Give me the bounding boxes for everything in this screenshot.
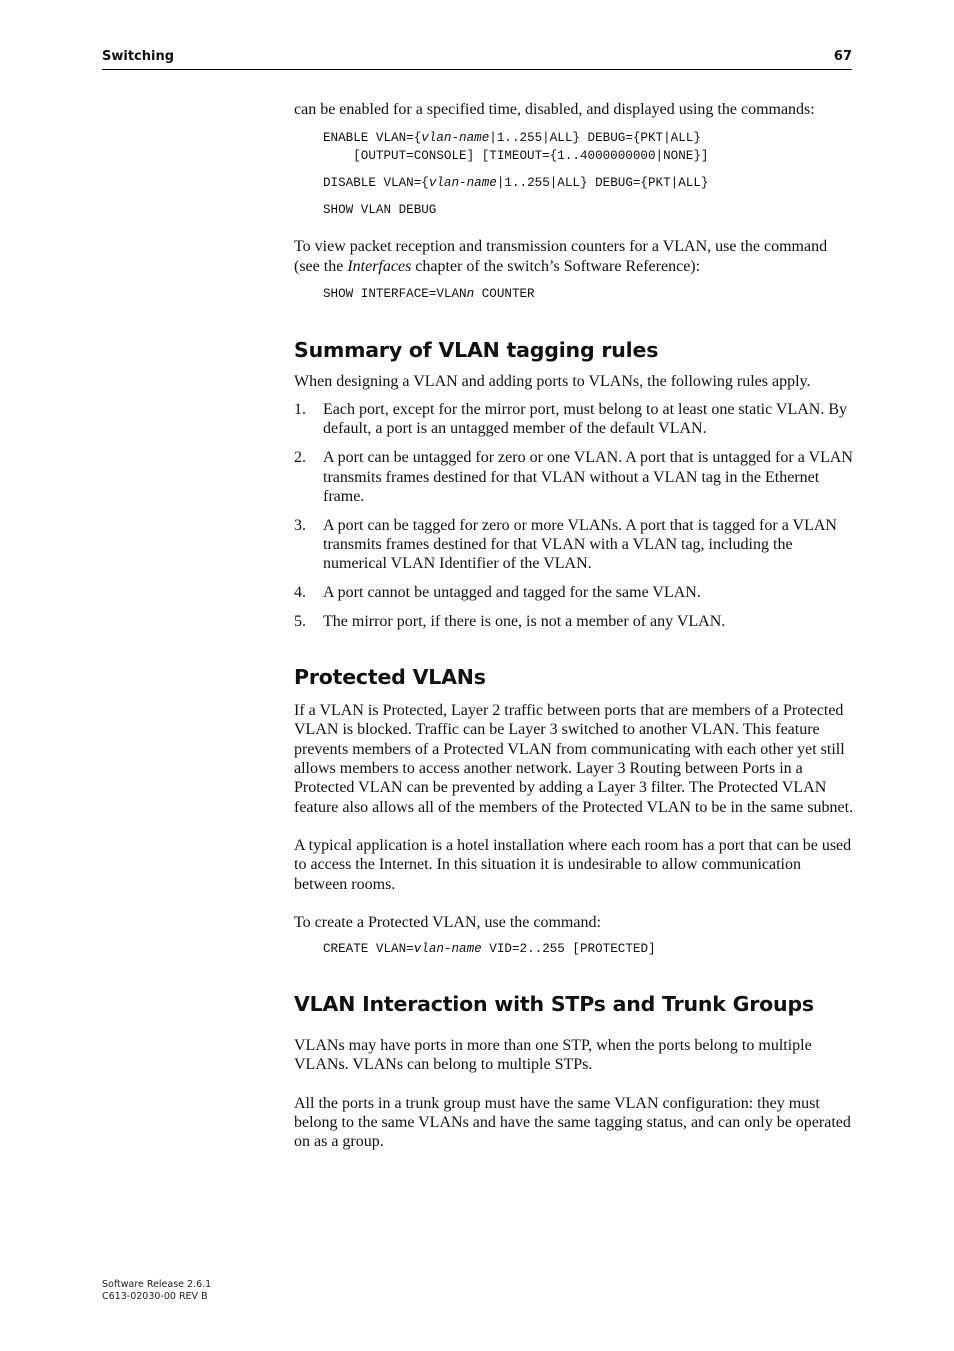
emphasis: Interfaces [347,257,412,275]
code-line: CREATE VLAN=vlan-name VID=2..255 [PROTECTED] [323,942,656,957]
list-item: 4. A port cannot be untagged and tagged for the same VLAN. [294,584,701,602]
list-item: 3. A port can be tagged for zero or more VLANs. A port that is tagged for a VLAN transmits frames destined for that VLAN with a VLAN tag, including the numerical VLAN Identifier of the VLAN. [294,516,837,573]
section-heading-interaction: VLAN Interaction with STPs and Trunk Groups [294,992,814,1017]
interaction-paragraph: All the ports in a trunk group must have the same VLAN configuration: they must belong to the same VLANs and have the same tagging status, and can only be operated on as a group. [294,1094,851,1151]
footer-release: Software Release 2.6.1 [102,1279,212,1290]
list-item: 2. A port can be untagged for zero or one VLAN. A port that is untagged for a VLAN transmits frames destined for that VLAN without a VLAN tag in the Ethernet frame. [294,449,853,505]
interaction-paragraph: VLANs may have ports in more than one STP, when the ports belong to multiple VLANs. VLANs can belong to multiple STPs. [294,1037,812,1074]
code-line: ENABLE VLAN={vlan-name|1..255|ALL} DEBUG={PKT|ALL} [323,131,701,146]
debug-command-block [294,129,854,219]
protected-paragraph: If a VLAN is Protected, Layer 2 traffic between ports that are members of a Protected VLAN is blocked. Traffic can be Layer 3 switched to another VLAN. This feature prevents members of a Protected VLAN from communicating with each other yet still allows members to access another network. Layer 3 Routing between Ports in a Protected VLAN can be prevented by adding a Layer 3 filter. The Protected VLAN feature also allows all of the members of the Protected VLAN to be in the same subnet. [294,702,854,816]
intro-paragraph: can be enabled for a specified time, disabled, and displayed using the commands: [294,101,815,118]
code-line: DISABLE VLAN={vlan-name|1..255|ALL} DEBUG={PKT|ALL} [323,176,709,191]
protected-paragraph: A typical application is a hotel installation where each room has a port that can be used to access the Internet. In this situation it is undesirable to allow communication between rooms. [294,836,852,893]
footer-docnum: C613-02030-00 REV B [102,1291,208,1302]
section-heading-protected: Protected VLANs [294,665,486,690]
code-line: SHOW INTERFACE=VLANn COUNTER [323,286,535,301]
page-footer [102,1279,211,1303]
section-heading-summary: Summary of VLAN tagging rules [294,337,659,362]
main-content [294,100,854,1152]
rules-list [294,400,854,631]
summary-intro: When designing a VLAN and adding ports to VLANs, the following rules apply. [294,372,811,390]
counters-paragraph: To view packet reception and transmission counters for a VLAN, use the command (see the Interfaces chapter of the switch’s Software Reference): [294,238,828,275]
section-title: Switching [102,49,175,64]
protected-paragraph: To create a Protected VLAN, use the command: [294,913,601,931]
list-item: 1. Each port, except for the mirror port, must belong to at least one static VLAN. By default, a port is an untagged member of the default VLAN. [294,401,848,438]
page-number: 67 [833,49,852,64]
code-line: SHOW VLAN DEBUG [323,203,437,218]
page-header [102,48,852,70]
code-line: [OUTPUT=CONSOLE] [TIMEOUT={1..4000000000|NONE}] [323,149,709,164]
list-item: 5. The mirror port, if there is one, is not a member of any VLAN. [294,612,726,630]
